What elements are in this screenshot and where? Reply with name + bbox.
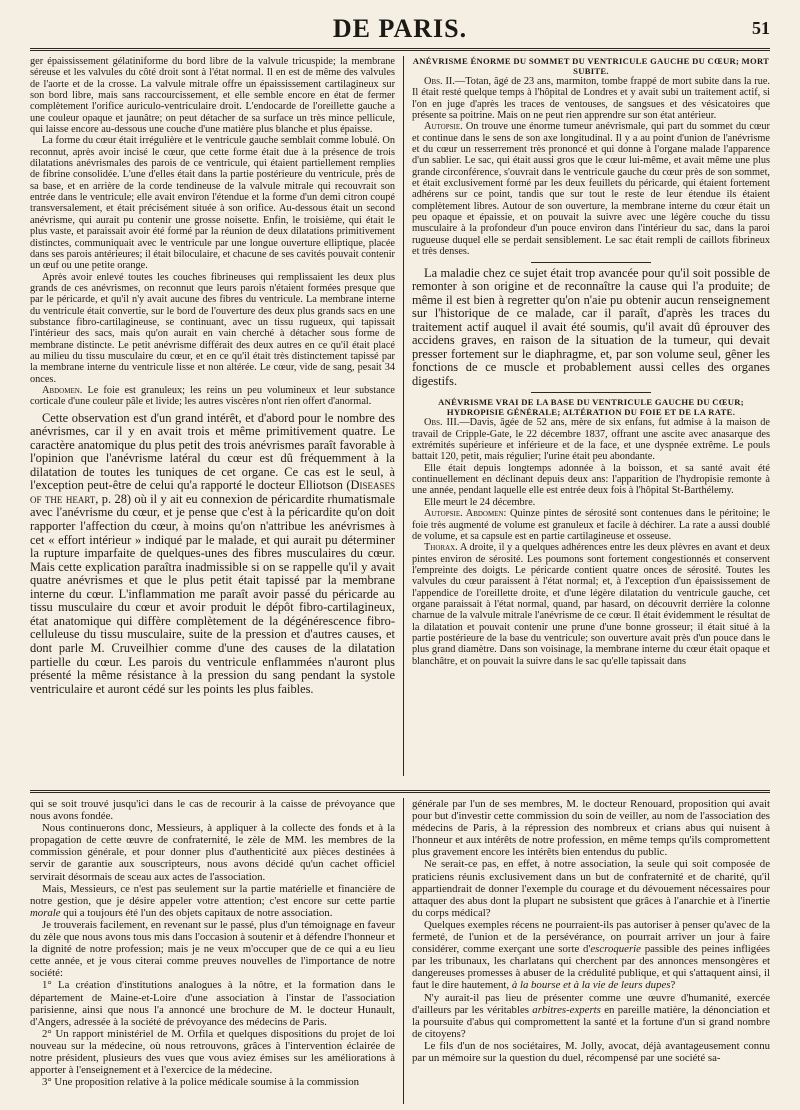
section-separator — [531, 262, 651, 263]
autopsy-text: Quinze pintes de sérosité sont contenues dans le péritoine; le foie très augmenté de volume est granuleux et facile à déchirer. La rate a aussi doublé de volume, et sa capsule est en partie cartilagineuse et osseuse. — [412, 508, 770, 542]
list-item: 3° Une proposition relative à la police médicale soumise à la commission — [42, 1076, 360, 1089]
thorax-text: A droite, il y a quelques adhérences entre les deux plèvres en avant et deux pintes environ de sérosité. Les poumons sont fortement congestionnés et conservent l'empreinte des doigts. Le péricarde contient quatre onces de sérosité. Toutes les valvules du cœur paraissent à l'état normal; et, à l'exception d'un épaississement de l'appendice de l'oreillette droite, et d'une légère dilatation du ventricule gauche, cet organe paraissait à l'état normal, quand, par hasard, on découvrit derrière la colonne charnue de la valvule mitrale l'anévrisme de ce cœur. Il était évidemment le résultat de la dilatation et pouvait contenir une prune d'une bonne grosseur; il était situé à la partie postérieure de la base du ventricule; son ouverture avait près d'un pouce dans le plus grand diamètre. Dans son voisinage, la membrane interne du cœur était opaque et blanchâtre, et on pouvait la suivre dans le sac qu'elle tapissait dans — [412, 542, 770, 667]
paragraph: Elle était depuis longtemps adonnée à la boisson, et sa santé avait été continuellement en déclinant depuis deux ans: l'apparition de l'hydropisie remonte à une année, pendant laquelle elle est entrée deux fois à l'hôpital St-Barthélemy. — [412, 462, 770, 497]
observation-label: Obs. II. — [424, 76, 455, 87]
book-reference: Diseases of the heart — [30, 478, 395, 506]
autopsy-text: On trouve une énorme tumeur anévrismale, qui part du sommet du cœur et continue dans le sens de son axe longitudinal. Il y a au point d'union de l'anévrisme et du cœur un resserrement très prononcé et qui donne à l'organe malade l'apparence d'un sablier. Le sac, qui était aussi gros que le cœur lui-même, et avait même une plus grande circonférence, s'ouvrait dans le ventricule gauche du cœur près de son sommet, et était exclusivement formé par les deux feuillets du péricarde, qui étaient fortement adhérens sur ce point, tandis que sur tout le reste de leur étendue ils étaient complètement libres. Autour de son ouverture, la membrane interne du cœur était un peu opaque et épaissie, et on pouvait la suivre avec une légère couche du tissu musculaire à la profondeur d'un pouce environ dans l'intérieur du sac, dans la paroi rugueuse duquel elle se perdait sensiblement. Le sac était rempli de caillots fibrineux et très denses. — [412, 121, 770, 258]
autopsy-label: Autopsie. Abdomen: — [424, 508, 507, 520]
observation-text: —Davis, âgée de 52 ans, mère de six enfans, fut admise à la maison de travail de Cripple-Gate, le 22 décembre 1837, offrant une ascite avec anasarque des extrémités supérieure et inférieure et de la face, et une dyspnée extrême. Le pouls battait 120, petit, mais régulier; l'urine était peu abondante. — [412, 417, 770, 463]
observation-label: Obs. III. — [424, 417, 460, 429]
top-left-column — [30, 56, 395, 776]
observation-2 — [412, 76, 770, 121]
abdomen-label: Abdomen. — [42, 384, 83, 396]
commentary-text-b: , p. 28) où il y ait eu connexion de péricardite rhumatismale avec l'anévrisme du cœur, et je pense que c'est à la péricardite qu'on doit rapporter l'affection du cœur, à moins qu'on n'attribue les anévrismes à cet « effort intérieur » indiqué par le malade, et qui aurait pu déterminer la rupture imparfaite de quelques-unes des fibres musculaires du cœur. Mais cette explication paraîtra inadmissible si on se rappelle qu'il y avait quatre anévrismes et que le plus petit était tapissé par la membrane interne du cœur. L'inflammation me paraît avoir passé du péricarde au tissu musculaire du cœur et avoir produit le dépôt fibro-cartilagineux, état anatomique qui diffère complètement de la dégénérescence fibro-celluleuse du tissu musculaire, suite de la pression et d'autres causes, et dont parle M. Cruveilhier comme d'une des causes de la dilatation partielle du cœur. Les parois du ventricule enflammées n'auront plus présenté la même résistance à la pression du sang pendant la systole ventriculaire et auront cédé sur les points les plus faibles. — [30, 491, 395, 696]
paragraph: générale par l'un de ses membres, M. le docteur Renouard, proposition qui avait pour but d'investir cette commission du soin de veiller, au nom de l'association des médecins de Paris, à la répression des nombreux et crians abus qui nuisent à l'honneur et aux intérêts de notre profession, en même temps qu'ils compromettent plus gravement encore les intérêts bien entendus du public. — [412, 798, 770, 859]
masthead-rule — [30, 48, 770, 51]
paragraph — [30, 883, 395, 919]
paragraph-text-b: qui a toujours été l'un des objets capitaux de notre association. — [60, 906, 333, 919]
autopsy-paragraph — [412, 121, 770, 257]
paragraph-text-a: N'y aurait-il pas lieu de présenter comme une œuvre d'humanité, exercée d'ailleurs par les véritables — [412, 991, 770, 1016]
paragraph: Je trouverais facilement, en revenant sur le passé, plus d'un témoignage en faveur du zèle que nous avons tous mis dans l'occasion à soutenir et à défendre l'honneur et la dignité de notre profession; mais je ne veux m'occuper que de ce qui a eu lieu cette année, et je vous citerai comme preuves nouvelles de l'importance de notre société: — [30, 918, 395, 980]
paragraph — [412, 992, 770, 1040]
masthead-title: DE PARIS. — [332, 14, 468, 43]
paragraph-abdomen — [30, 385, 395, 408]
masthead — [30, 14, 770, 46]
abdomen-text: Le foie est granuleux; les reins un peu volumineux et leur substance corticale d'une couleur pâle et livide; les autres viscères n'ont rien offert d'anormal. — [30, 384, 395, 408]
page-number: 51 — [752, 18, 770, 38]
observation-3 — [412, 417, 770, 462]
thorax-label: Thorax. — [424, 542, 458, 554]
italic-word: morale — [30, 906, 61, 919]
observation-text: —Totan, âgé de 23 ans, marmiton, tombe frappé de mort subite dans la rue. Il était resté quelque temps à l'hôpital de Londres et y avait subi un traitement actif, si l'on en juge d'après les traces de ventouses, de sangsues et des vésicatoires que présente sa poitrine. Mais on ne peut rien apprendre sur son état antérieur. — [412, 76, 770, 122]
section-heading: ANÉVRISME VRAI DE LA BASE DU VENTRICULE GAUCHE DU CŒUR; HYDROPISIE GÉNÉRALE; ALTÉRATION DU FOIE ET DE LA RATE. — [438, 397, 744, 418]
thorax-paragraph — [412, 542, 770, 667]
bottom-right-column — [412, 798, 770, 1104]
commentary-paragraph: La maladie chez ce sujet était trop avancée pour qu'il soit possible de remonter à son origine et de reconnaître la cause qui l'a produite; de même il est bien à regretter qu'on n'aie pu obtenir aucun renseignement sur l'historique de ce malade, car il paraît, d'après les traces du traitement actif auquel il avait été soumis, qu'il avait dû éprouver des accidens graves, en raison de la situation de la tumeur, qui devait presser fortement sur le diaphragme, et, par son volume seul, gêner les fonctions de ce muscle et probablement aussi celles des organes digestifs. — [412, 265, 770, 388]
top-right-column — [412, 56, 770, 776]
autopsy-label: Autopsie. — [424, 121, 463, 133]
commentary-paragraph — [30, 412, 395, 696]
section-separator — [531, 392, 651, 393]
paragraph-text-a: Quelques exemples récens ne pourraient-ils pas autoriser à penser qu'avec de la fermeté, de l'union et de la persévérance, on pourrait arriver un jour à faire considérer, comme exerçant une sorte d' — [412, 918, 770, 956]
paragraph: ger épaississement gélatiniforme du bord libre de la valvule tricuspide; la membrane séreuse et les valvules du côté droit sont à l'état normal. Il en est de même des valvules de l'aorte et de la crosse. La valvule mitrale offre un épaississement cartilagineux sur son bord libre, mais sans raccourcissement, et elle semble encore en état de fermer complètement l'orifice auriculo-ventriculaire droit. L'endocarde de l'oreillette gauche a une couleur opaque et jaunâtre; on peut détacher de sa surface un très mince pellicule, qui laisse encore au-dessous une couche d'une matière plus blanche et plus épaisse. — [30, 56, 395, 136]
paragraph: qui se soit trouvé jusqu'ici dans le cas de recourir à la caisse de prévoyance que nous avons fondée. — [30, 798, 395, 823]
paragraph: Elle meurt le 24 décembre. — [424, 496, 536, 508]
paragraph: La forme du cœur était irrégulière et le ventricule gauche semblait comme lobulé. On reconnut, après avoir incisé le cœur, que cette forme était due à la présence de trois dilatations anévrismales des parois de ce ventricule, qui étaient partiellement remplies de fibrine consolidée. L'une d'elles était dans la partie postérieure du ventricule, près de sa base, et en arrière de la corde tendineuse de la valvule mitrale qui recouvrait son entrée dans le ventricule; elle avait environ l'étendue et la forme d'un demi citron coupé transversalement, et était précisément située à son orifice. Au-dessous était un second anévrisme, qui aurait pu contenir une grosse noisette. Enfin, le troisième, qui était le plus vaste, et paraissait avoir été formé par la réunion de deux dilatations primitivement distinctes, communiquait avec le ventricule par une longue ouverture elliptique, placée dans ses parois antérieures; il était biloculaire, et chacune de ses cavités pouvait contenir un œuf ou une petite orange. — [30, 135, 395, 272]
commentary-text-a: Cette observation est d'un grand intérêt, et d'abord pour le nombre des anévrismes, car il y en avait trois et même primitivement quatre. Le caractère anatomique du plus petit des trois anévrismes paraît favorable à l'opinion que l'anévrisme latéral du cœur est dû fréquemment à la dilatation de toutes les tuniques de cet organe. Ce cas est le seul, à l'exception peut-être de celui qu'a rapporté le docteur Elliotson ( — [30, 410, 395, 493]
list-item: 1° La création d'institutions analogues à la nôtre, et la formation dans le département de Maine-et-Loire d'une association à l'instar de l'association parisienne, ainsi que nous l'a annoncé une brochure de M. le docteur Hunault, d'Angers, adressée à la société de prévoyance des médecins de Paris. — [30, 979, 395, 1028]
italic-word: escroquerie — [590, 943, 641, 956]
list-item: 2° Un rapport ministériel de M. Orfila et quelques dispositions du projet de loi nouveau sur la médecine, où nous retrouvons, grâces à l'intervention éclairée de notre président, plusieurs des vues que vous aviez émises sur les améliorations à apporter à l'enseignement et à l'exercice de la médecine. — [30, 1027, 395, 1077]
section-heading: ANÉVRISME ÉNORME DU SOMMET DU VENTRICULE GAUCHE DU CŒUR; MORT SUBITE. — [412, 56, 770, 76]
paragraph-text-a: Mais, Messieurs, ce n'est pas seulement sur la partie matérielle et financière de notre gestion, que je désire appeler votre attention; c'est encore sur cette partie — [30, 882, 395, 907]
paragraph: Le fils d'un de nos sociétaires, M. Jolly, avocat, déjà avantageusement connu par un mémoire sur la question du duel, récompensé par une société sa- — [412, 1039, 770, 1064]
paragraph: Nous continuerons donc, Messieurs, à appliquer à la collecte des fonds et à la propagation de cette œuvre de confraternité, le zèle de MM. les membres de la commission générale, et pour donner plus d'authenticité aux pièces destinées à servir de garantie aux souscripteurs, nous avons décidé qu'un cachet officiel servirait désormais de sceau aux actes de l'association. — [30, 822, 395, 883]
bottom-left-column — [30, 798, 395, 1104]
italic-word: arbitres-experts — [532, 1003, 601, 1016]
autopsy-paragraph — [412, 508, 770, 542]
paragraph — [412, 919, 770, 992]
italic-phrase: à la bourse et à la vie de leurs dupes — [511, 979, 671, 992]
paragraph: Ne serait-ce pas, en effet, à notre association, la seule qui soit composée de praticiens réunis exclusivement dans un but de confraternité et de charité, qu'il appartiendrait de donner l'exemple du courage et du dévouement nécessaires pour attaquer des abus dont la plupart ne subsistent que grâces à l'anarchie et à l'inertie du corps médical? — [412, 858, 770, 919]
column-divider — [403, 798, 404, 1104]
section-rule — [30, 790, 770, 793]
paragraph: Après avoir enlevé toutes les couches fibrineuses qui remplissaient les deux plus grands de ces anévrismes, on reconnut que leurs parois n'étaient formées presque que par le péricarde, et qu'il n'y avait aucune des fibres du ventricule. La membrane interne du ventricule était convertie, sur le bord de l'ouverture des deux plus grands sacs en une substance fibro-cartilagineuse, se continuant, avec un tissu rugueux, qui tapissait l'intérieur des sacs, mais qu'on aurait en vain cherché à détacher sous forme de membrane distincte. Le petit anévrisme différait des deux autres en ce qu'il était placé au milieu du tissu musculaire du cœur, et en ce qu'il était très distinctement tapissé par la membrane interne du ventricule lisse et non altérée. Le cœur, vide de sang, pesait 34 onces. — [30, 271, 395, 385]
column-divider — [403, 56, 404, 776]
paragraph-text-b: passible des peines infligées par les tribunaux, les charlatans qui cherchent par des annonces mensongères et dangereuses promesses à abuser de la crédulité publique, et qui s'attaquent ainsi, il faut le dire hautement, — [412, 943, 770, 992]
paragraph-text-b: en pareille matière, la dénonciation et la poursuite d'abus qui compromettent la santé et la fortune d'un si grand nombre de citoyens? — [412, 1003, 770, 1040]
paragraph-text-c: ? — [670, 979, 676, 992]
